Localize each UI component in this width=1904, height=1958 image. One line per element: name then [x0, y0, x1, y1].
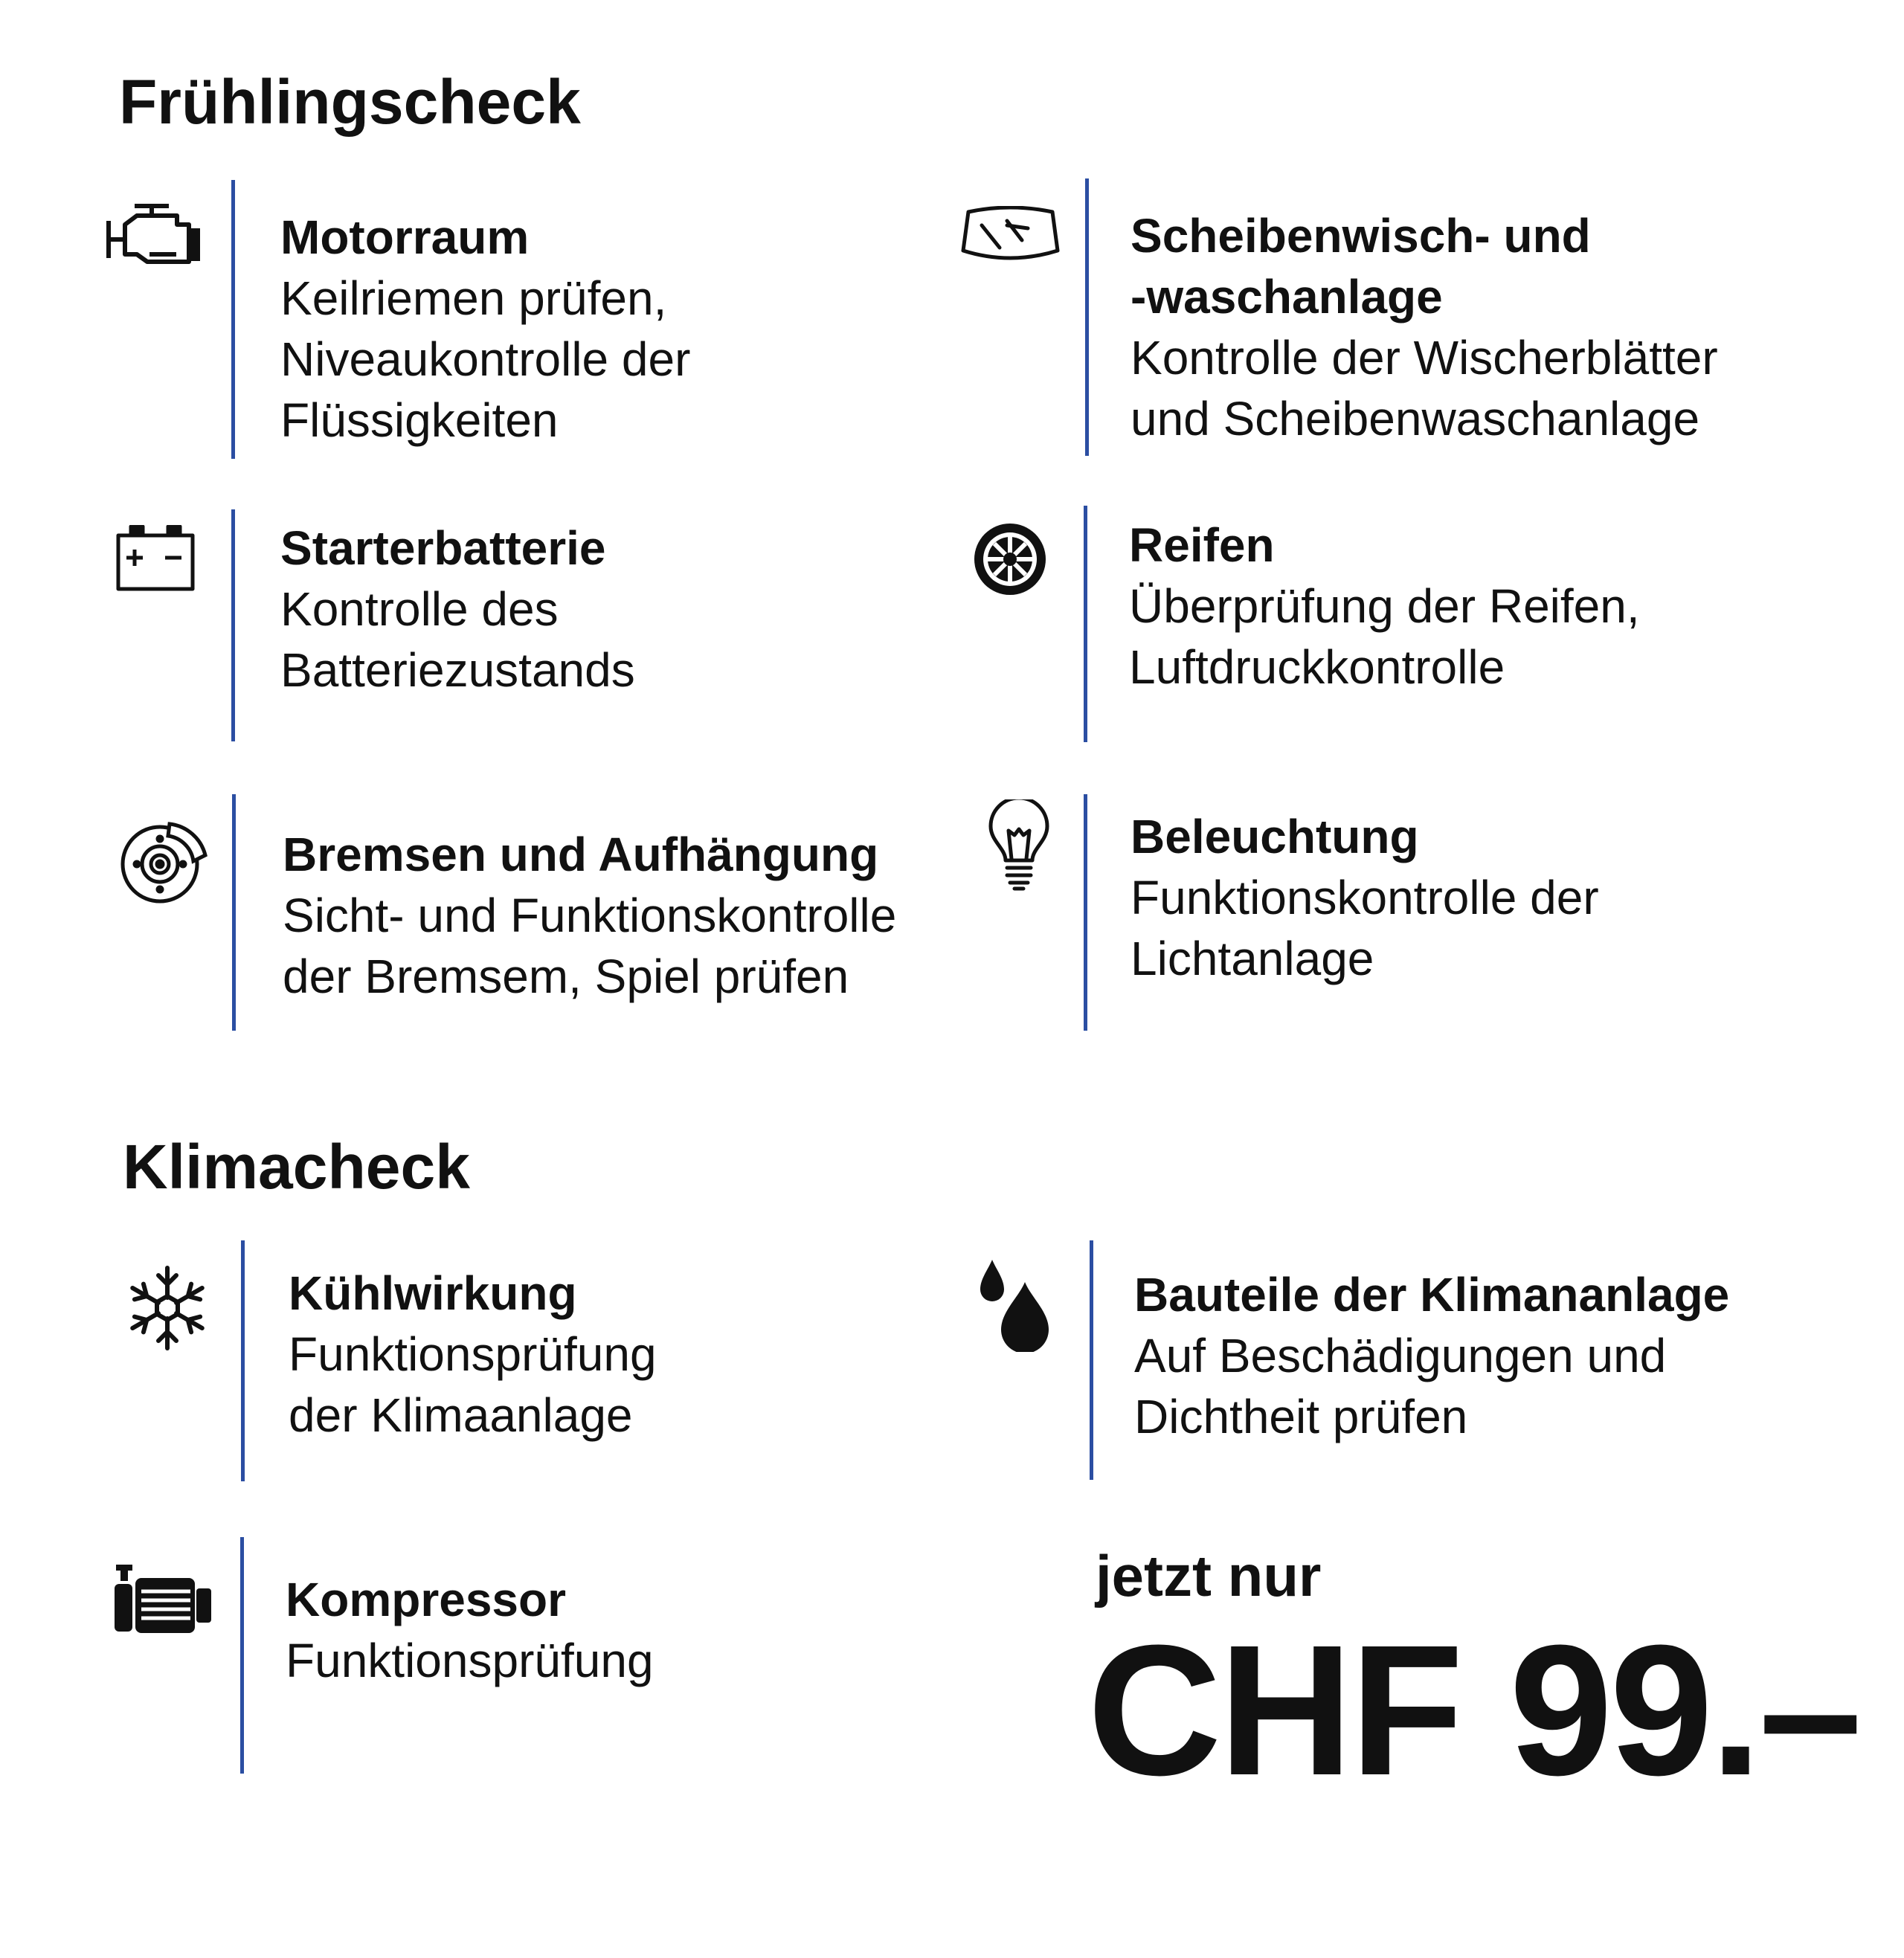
- item-description-line: Lichtanlage: [1130, 932, 1374, 985]
- item-title: Bremsen und Aufhängung: [283, 828, 879, 881]
- offer-price: CHF 99.–: [1087, 1606, 1859, 1814]
- item-description-line: Überprüfung der Reifen,: [1129, 579, 1640, 633]
- item-title: Beleuchtung: [1130, 810, 1419, 863]
- item-title: Starterbatterie: [280, 521, 606, 575]
- divider-line: [231, 180, 235, 459]
- divider-line: [1090, 1240, 1093, 1480]
- divider-line: [1084, 794, 1087, 1031]
- item-title: Kühlwirkung: [289, 1266, 577, 1320]
- spring-check-heading: Frühlingscheck: [119, 67, 581, 137]
- item-description-line: Dichtheit prüfen: [1134, 1390, 1468, 1443]
- offer-lead-text: jetzt nur: [1096, 1543, 1322, 1608]
- item-bremsen: [283, 824, 896, 1007]
- item-description-line: Sicht- und Funktionskontrolle: [283, 889, 897, 942]
- water-drops-icon: [979, 1260, 1053, 1352]
- divider-line: [1085, 178, 1089, 456]
- item-beleuchtung: [1130, 806, 1599, 989]
- item-bauteile: [1134, 1264, 1729, 1447]
- item-description-line: Kontrolle des: [280, 582, 559, 636]
- windshield-wiper-icon: [961, 206, 1060, 262]
- light-bulb-icon: [986, 799, 1052, 892]
- item-title: -waschanlage: [1130, 270, 1443, 323]
- item-description-line: Batteriezustands: [280, 643, 635, 697]
- compressor-icon: [113, 1562, 213, 1635]
- item-kuehlwirkung: [289, 1263, 657, 1446]
- item-motorraum: [280, 207, 690, 451]
- tire-icon: [971, 521, 1049, 598]
- climate-check-heading: Klimacheck: [123, 1132, 470, 1202]
- snowflake-icon: [122, 1264, 213, 1352]
- item-kompressor: [286, 1569, 654, 1691]
- item-title: Kompressor: [286, 1573, 566, 1626]
- item-description-line: Funktionsprüfung: [289, 1327, 657, 1381]
- item-description-line: und Scheibenwaschanlage: [1130, 392, 1700, 445]
- item-title: Motorraum: [280, 210, 530, 264]
- item-title: Scheibenwisch- und: [1130, 209, 1591, 263]
- battery-icon: [116, 525, 195, 592]
- item-description-line: Flüssigkeiten: [280, 393, 559, 447]
- item-description-line: Niveaukontrolle der: [280, 332, 691, 386]
- item-description-line: Funktionsprüfung: [286, 1634, 654, 1687]
- item-scheibenwisch: [1130, 205, 1718, 449]
- item-title: Bauteile der Klimananlage: [1134, 1268, 1730, 1321]
- divider-line: [232, 794, 236, 1031]
- engine-icon: [103, 202, 203, 271]
- divider-line: [241, 1240, 245, 1481]
- item-description-line: Auf Beschädigungen und: [1134, 1329, 1667, 1382]
- item-description-line: Funktionskontrolle der: [1130, 871, 1599, 924]
- item-description-line: Luftdruckkontrolle: [1129, 640, 1505, 694]
- item-title: Reifen: [1129, 518, 1275, 572]
- item-description-line: Keilriemen prüfen,: [280, 271, 667, 325]
- item-batterie: [280, 518, 635, 701]
- divider-line: [240, 1537, 244, 1774]
- brake-disc-icon: [119, 818, 208, 906]
- item-description-line: Kontrolle der Wischerblätter: [1130, 331, 1718, 384]
- divider-line: [231, 509, 235, 741]
- item-description-line: der Bremsem, Spiel prüfen: [283, 950, 849, 1003]
- divider-line: [1084, 506, 1087, 742]
- item-reifen: [1129, 515, 1640, 698]
- item-description-line: der Klimaanlage: [289, 1388, 633, 1442]
